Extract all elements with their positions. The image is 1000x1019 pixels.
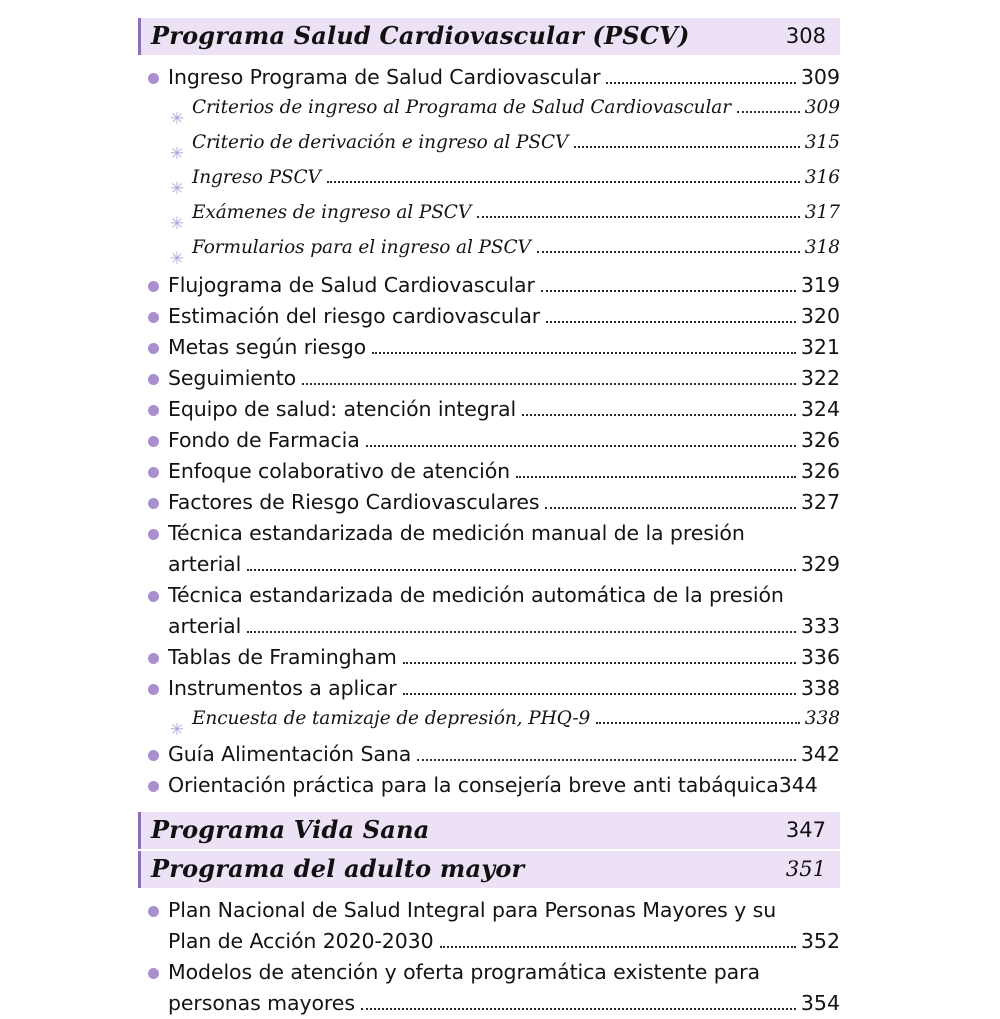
entry-page: 338 (804, 708, 840, 729)
leader-dots (537, 251, 800, 253)
entry-page: 342 (800, 742, 840, 766)
leader-dots (546, 321, 796, 323)
toc-entry[interactable] (138, 163, 840, 198)
entry-label: Orientación práctica para la consejería breve anti tabáquica (168, 773, 779, 797)
entry-label: Ingreso Programa de Salud Cardiovascular (168, 65, 601, 89)
leader-dots (606, 82, 795, 84)
toc-entry[interactable] (138, 363, 840, 394)
entry-page: 354 (800, 991, 840, 1015)
bullet-icon (138, 487, 168, 509)
entry-page: 309 (800, 65, 840, 89)
asterisk-icon: ✳ (169, 109, 185, 129)
entry-page: 326 (800, 428, 840, 452)
leader-dots (302, 383, 796, 385)
toc-entry[interactable] (138, 642, 840, 673)
toc-entry[interactable] (138, 332, 840, 363)
leader-dots (403, 693, 796, 695)
leader-dots (522, 414, 796, 416)
entry-label: Ingreso PSCV (192, 167, 321, 188)
bullet-icon (138, 394, 168, 416)
entry-label: Plan Nacional de Salud Integral para Personas Mayores y su (168, 898, 777, 922)
entry-label: Exámenes de ingreso al PSCV (192, 202, 472, 223)
entry-page: 315 (804, 132, 840, 153)
toc-entry[interactable] (138, 301, 840, 332)
toc-entry[interactable] (138, 128, 840, 163)
leader-dots (417, 759, 796, 761)
entry-page: 321 (800, 335, 840, 359)
leader-dots (541, 290, 796, 292)
toc-entry[interactable] (138, 580, 840, 642)
bullet-icon (138, 425, 168, 447)
entry-page: 344 (778, 773, 818, 797)
leader-dots (403, 662, 796, 664)
entry-label: Guía Alimentación Sana (168, 742, 412, 766)
entry-label-cont: arterial (168, 614, 242, 638)
section-header-pscv[interactable] (138, 18, 840, 55)
entry-page: 352 (800, 929, 840, 953)
entry-label: Modelos de atención y oferta programática existente para (168, 960, 760, 984)
toc-entry[interactable] (138, 93, 840, 128)
toc-entry[interactable] (138, 518, 840, 580)
entry-label: Flujograma de Salud Cardiovascular (168, 273, 535, 297)
entry-page: 317 (804, 202, 840, 223)
leader-dots (596, 722, 800, 724)
toc-entry[interactable] (138, 739, 840, 770)
bullet-icon (138, 332, 168, 354)
leader-dots (516, 476, 796, 478)
toc-entry[interactable] (138, 198, 840, 233)
leader-dots (366, 445, 796, 447)
leader-dots (477, 216, 800, 218)
section-page-number: 347 (785, 817, 826, 842)
entry-label: Instrumentos a aplicar (168, 676, 397, 700)
asterisk-icon: ✳ (169, 179, 185, 199)
leader-dots (545, 507, 795, 509)
section-title: Programa Vida Sana (151, 815, 430, 844)
bullet-icon (138, 770, 168, 792)
entry-page: 322 (800, 366, 840, 390)
bullet-icon (138, 456, 168, 478)
toc-entry[interactable] (138, 704, 840, 739)
toc-entry[interactable] (138, 233, 840, 268)
leader-dots (247, 631, 796, 633)
toc-entry[interactable] (138, 425, 840, 456)
asterisk-icon: ✳ (169, 249, 185, 269)
toc-content (138, 18, 840, 1019)
leader-dots (361, 1008, 796, 1010)
entry-page: 318 (804, 237, 840, 258)
bullet-icon (138, 673, 168, 695)
entry-label: Factores de Riesgo Cardiovasculares (168, 490, 540, 514)
bullet-icon (138, 301, 168, 323)
bullet-icon (138, 957, 168, 979)
bullet-icon (138, 895, 168, 917)
bullet-icon (138, 518, 168, 540)
entry-label: Formularios para el ingreso al PSCV (192, 237, 531, 258)
bullet-icon (138, 739, 168, 761)
asterisk-icon: ✳ (169, 720, 185, 740)
leader-dots (247, 569, 796, 571)
leader-dots (574, 146, 799, 148)
toc-entry[interactable] (138, 895, 840, 957)
bullet-icon (138, 363, 168, 385)
entry-label: Encuesta de tamizaje de depresión, PHQ-9 (192, 708, 591, 729)
entry-label: Estimación del riesgo cardiovascular (168, 304, 541, 328)
section-title: Programa Salud Cardiovascular (PSCV) (151, 21, 690, 50)
entry-page: 329 (800, 552, 840, 576)
entry-page: 316 (804, 167, 840, 188)
entry-label: Equipo de salud: atención integral (168, 397, 517, 421)
entry-page: 336 (800, 645, 840, 669)
asterisk-icon: ✳ (169, 214, 185, 234)
bullet-icon (138, 270, 168, 292)
section-page-number: 351 (785, 856, 826, 881)
entry-label-cont: arterial (168, 552, 242, 576)
section-header-adulto-mayor[interactable] (138, 851, 840, 888)
bullet-icon (138, 580, 168, 602)
entry-label: Técnica estandarizada de medición automática de la presión (168, 583, 784, 607)
toc-entry[interactable] (138, 487, 840, 518)
entry-label: Seguimiento (168, 366, 297, 390)
section-header-vida-sana[interactable] (138, 812, 840, 849)
toc-entry[interactable] (138, 456, 840, 487)
entry-label: Metas según riesgo (168, 335, 367, 359)
entry-page: 320 (800, 304, 840, 328)
section-page-number: 308 (785, 23, 826, 48)
toc-entry[interactable] (138, 957, 840, 1019)
section-title: Programa del adulto mayor (151, 854, 525, 883)
leader-dots (737, 111, 800, 113)
toc-entry[interactable] (138, 673, 840, 704)
asterisk-icon: ✳ (169, 144, 185, 164)
toc-entry[interactable] (138, 62, 840, 93)
entry-label: Fondo de Farmacia (168, 428, 360, 452)
entry-page: 338 (800, 676, 840, 700)
entry-page: 309 (804, 97, 840, 118)
bullet-icon (138, 642, 168, 664)
toc-entry[interactable] (138, 394, 840, 425)
entry-label: Tablas de Framingham (168, 645, 397, 669)
entry-label: Criterios de ingreso al Programa de Salud Cardiovascular (192, 97, 731, 118)
entry-label: Enfoque colaborativo de atención (168, 459, 511, 483)
entry-label-cont: personas mayores (168, 991, 355, 1015)
entry-page: 333 (800, 614, 840, 638)
entry-page: 324 (800, 397, 840, 421)
entry-page: 319 (800, 273, 840, 297)
entry-page: 327 (800, 490, 840, 514)
entry-label: Criterio de derivación e ingreso al PSCV (192, 132, 569, 153)
entry-label: Técnica estandarizada de medición manual de la presión (168, 521, 745, 545)
entry-page: 326 (800, 459, 840, 483)
toc-entry[interactable] (138, 270, 840, 301)
leader-dots (440, 946, 796, 948)
bullet-icon (138, 62, 168, 84)
toc-entry[interactable] (138, 770, 840, 801)
leader-dots (327, 181, 800, 183)
leader-dots (372, 352, 796, 354)
entry-label-cont: Plan de Acción 2020-2030 (168, 929, 434, 953)
